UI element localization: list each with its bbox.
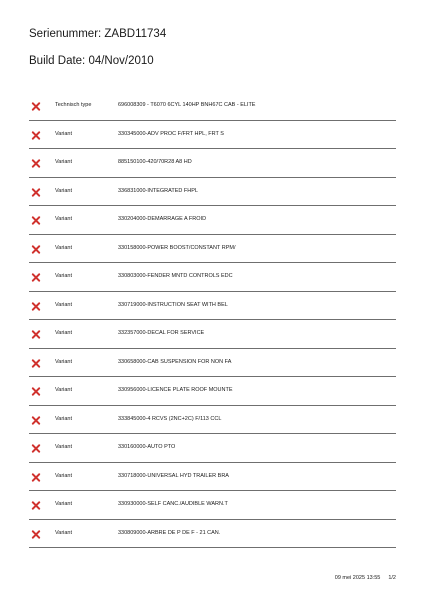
table-row (29, 520, 396, 549)
row-value: 330204000-DEMARRAGE A FROID (118, 216, 207, 222)
table-row (29, 434, 396, 463)
print-timestamp: 09 mei 2025 13:55 (334, 575, 381, 581)
red-x-icon (31, 159, 40, 168)
red-x-icon (31, 102, 40, 111)
row-type: Variant (55, 358, 73, 365)
table-row (29, 263, 396, 292)
row-type: Variant (55, 415, 73, 422)
build-date-title: Build Date: 04/Nov/2010 (29, 55, 154, 67)
red-x-icon (31, 416, 40, 425)
row-type: Variant (55, 216, 73, 222)
row-type: Variant (55, 273, 73, 279)
row-value: 330718000-UNIVERSAL HYD TRAILER BRA (118, 472, 229, 479)
red-x-icon (31, 444, 40, 453)
row-value: 330658000-CAB SUSPENSION FOR NON FA (118, 358, 232, 365)
row-value: 696008309 - T6070 6CYL 140HP BNH67C CAB - ELITE (118, 102, 256, 108)
row-value: 330719000-INSTRUCTION SEAT WITH BEL (118, 301, 228, 308)
row-type: Variant (55, 501, 73, 507)
table-row (29, 406, 396, 435)
row-value: 330160000-AUTO PTO (118, 444, 176, 450)
row-type: Variant (55, 301, 73, 308)
red-x-icon (31, 330, 40, 339)
red-x-icon (31, 302, 40, 311)
red-x-icon (31, 216, 40, 225)
row-type: Variant (55, 159, 73, 165)
row-value: 330158000-POWER BOOST/CONSTANT RPM/ (118, 244, 236, 251)
row-value: 332357000-DECAL FOR SERVICE (118, 330, 205, 336)
table-row (29, 92, 396, 121)
row-type: Variant (55, 187, 73, 194)
row-value: 336831000-INTEGRATED FHPL (118, 187, 198, 194)
table-row (29, 178, 396, 207)
red-x-icon (31, 359, 40, 368)
table-row (29, 149, 396, 178)
row-value: 885150100-420/70R28 A8 HD (118, 159, 192, 165)
red-x-icon (31, 245, 40, 254)
row-type: Variant (55, 244, 73, 251)
table-row (29, 235, 396, 264)
table-row (29, 491, 396, 520)
row-type: Technisch type (55, 102, 92, 108)
table-row (29, 349, 396, 378)
row-value: 330930000-SELF CANC./AUDIBLE WARN.T (118, 501, 228, 507)
table-row (29, 292, 396, 321)
red-x-icon (31, 273, 40, 282)
row-value: 330809000-ARBRE DE P DE F - 21 CAN. (118, 529, 221, 536)
row-type: Variant (55, 444, 73, 450)
row-type: Variant (55, 472, 73, 479)
document-header (29, 27, 167, 67)
row-value: 330803000-FENDER MNTD CONTROLS EDC (118, 273, 233, 279)
options-table (29, 92, 396, 548)
row-type: Variant (55, 330, 73, 336)
row-type: Variant (55, 529, 73, 536)
row-value: 333845000-4 RCVS (2NC+2C) F/113 CCL (118, 415, 222, 422)
row-value: 330345000-ADV PROC F/FRT HPL, FRT S (118, 130, 224, 137)
red-x-icon (31, 188, 40, 197)
page-footer (335, 575, 396, 581)
table-row (29, 463, 396, 492)
row-type: Variant (55, 130, 73, 137)
page-number: 1/2 (388, 575, 396, 581)
table-row (29, 377, 396, 406)
red-x-icon (31, 501, 40, 510)
red-x-icon (31, 530, 40, 539)
red-x-icon (31, 131, 40, 140)
serial-number-title: Serienummer: ZABD11734 (29, 28, 167, 40)
table-row (29, 121, 396, 150)
red-x-icon (31, 473, 40, 482)
red-x-icon (31, 387, 40, 396)
row-value: 330956000-LICENCE PLATE ROOF MOUNTE (118, 387, 233, 393)
row-type: Variant (55, 387, 73, 393)
table-row (29, 320, 396, 349)
table-row (29, 206, 396, 235)
